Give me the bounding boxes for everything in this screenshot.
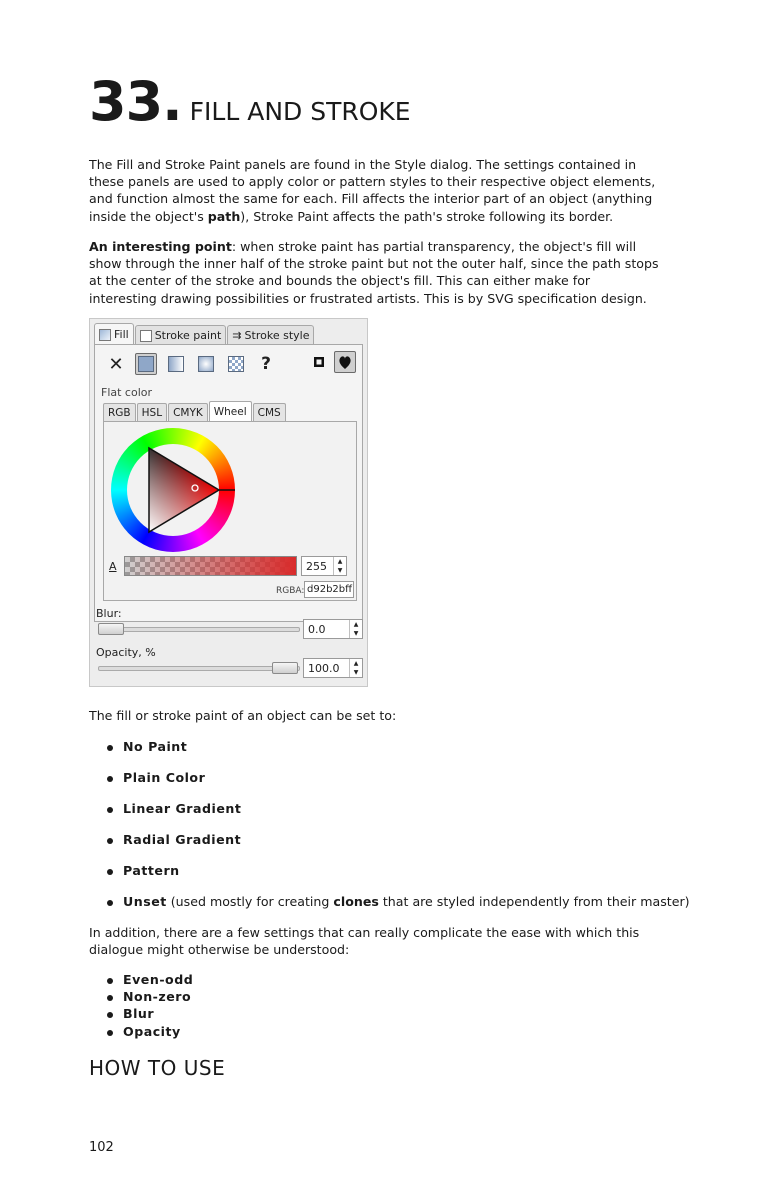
tab-cmyk[interactable]: CMYK [168, 403, 208, 421]
list-item: Radial Gradient [105, 832, 690, 863]
spin-up-icon[interactable]: ▲ [337, 558, 343, 565]
list-item: Pattern [105, 863, 690, 894]
tab-rgb[interactable]: RGB [103, 403, 136, 421]
tab-stroke-style[interactable]: ⇉ Stroke style [227, 325, 314, 345]
paint-types-list [105, 739, 690, 925]
settings-list [105, 972, 193, 1041]
rgba-label: RGBA: [276, 586, 305, 596]
settings-intro: In addition, there are a few settings that can really complicate the ease with which this dialogue might otherwise be understood: [89, 925, 640, 958]
spin-down-icon[interactable]: ▼ [337, 567, 343, 574]
fill-rule-group [308, 351, 356, 373]
pattern-button[interactable] [225, 353, 247, 375]
no-paint-icon: ✕ [108, 353, 124, 375]
flat-color-button[interactable] [135, 353, 157, 375]
blur-slider-knob[interactable] [98, 623, 124, 635]
dialog-tabs [94, 323, 315, 345]
paint-intro: The fill or stroke paint of an object can be set to: [89, 708, 397, 723]
interesting-point-paragraph: An interesting point: when stroke paint has partial transparency, the object's fill will show through the inner half of the stroke paint but not the outer half, since the path stops at the center of the stroke and bounds the object's fill. This can either make for interesting drawing possibilities or frustrated artists. This is by SVG specification design. [89, 239, 659, 306]
fill-stroke-dialog [89, 318, 368, 687]
list-item: Linear Gradient [105, 801, 690, 832]
radial-gradient-icon [198, 356, 214, 372]
non-zero-button[interactable] [334, 351, 356, 373]
spin-down-icon[interactable]: ▼ [353, 630, 359, 637]
list-item: Unset (used mostly for creating clones that are styled independently from their master) [105, 894, 690, 925]
even-odd-button[interactable] [308, 351, 330, 373]
spin-up-icon[interactable]: ▲ [353, 660, 359, 667]
tab-hsl[interactable]: HSL [137, 403, 167, 421]
opacity-label: Opacity, % [96, 646, 156, 659]
tab-stroke-paint[interactable]: Stroke paint [135, 325, 227, 345]
color-mode-tabs [103, 401, 287, 421]
tab-fill[interactable]: Fill [94, 323, 134, 345]
stroke-paint-icon [140, 330, 152, 342]
chapter-heading [89, 70, 411, 133]
even-odd-icon [311, 354, 327, 370]
alpha-label: A [109, 560, 117, 573]
blur-spinbox[interactable]: 0.0 ▲ ▼ [303, 619, 363, 639]
no-paint-button[interactable] [105, 353, 127, 375]
list-item: Plain Color [105, 770, 690, 801]
fill-icon [99, 329, 111, 341]
alpha-slider[interactable] [124, 556, 297, 576]
saturation-value-triangle[interactable] [111, 428, 235, 552]
tab-wheel[interactable]: Wheel [209, 401, 252, 421]
chapter-title: FILL AND STROKE [189, 97, 411, 126]
list-item: Even-odd [105, 972, 193, 989]
color-wheel-panel [103, 421, 357, 601]
unset-icon: ? [261, 354, 271, 374]
stroke-style-icon: ⇉ [232, 329, 242, 342]
linear-gradient-icon [168, 356, 184, 372]
list-item: Non-zero [105, 989, 193, 1006]
blur-slider-track[interactable] [98, 627, 300, 632]
list-item: Blur [105, 1006, 193, 1023]
blur-label: Blur: [96, 607, 122, 620]
section-heading: HOW TO USE [89, 1056, 226, 1080]
intro-paragraph: The Fill and Stroke Paint panels are found in the Style dialog. The settings contained in these panels are used to apply color or pattern styles to their respective object elements, and function almost the same for each. Fill affects the interior part of an object (anything inside the object's path), Stroke Paint affects the path's stroke following its border. [89, 157, 656, 224]
alpha-spinbox[interactable]: 255 ▲ ▼ [301, 556, 347, 576]
opacity-spinbox[interactable]: 100.0 ▲ ▼ [303, 658, 363, 678]
spin-up-icon[interactable]: ▲ [353, 621, 359, 628]
list-item: No Paint [105, 739, 690, 770]
flat-color-label: Flat color [101, 386, 153, 399]
fill-panel [94, 344, 363, 622]
page-number: 102 [89, 1140, 114, 1155]
chapter-number: 33. [89, 70, 182, 133]
opacity-slider-knob[interactable] [272, 662, 298, 674]
opacity-slider-track[interactable] [98, 666, 300, 671]
rgba-input[interactable]: d92b2bff [304, 581, 354, 598]
radial-gradient-button[interactable] [195, 353, 217, 375]
list-item: Opacity [105, 1024, 193, 1041]
spin-down-icon[interactable]: ▼ [353, 669, 359, 676]
paint-type-row [105, 351, 285, 377]
pattern-icon [228, 356, 244, 372]
non-zero-icon [337, 354, 353, 370]
unset-button[interactable] [255, 353, 277, 375]
hue-ring[interactable] [111, 428, 235, 552]
linear-gradient-button[interactable] [165, 353, 187, 375]
tab-cms[interactable]: CMS [253, 403, 286, 421]
flat-color-icon [138, 356, 154, 372]
